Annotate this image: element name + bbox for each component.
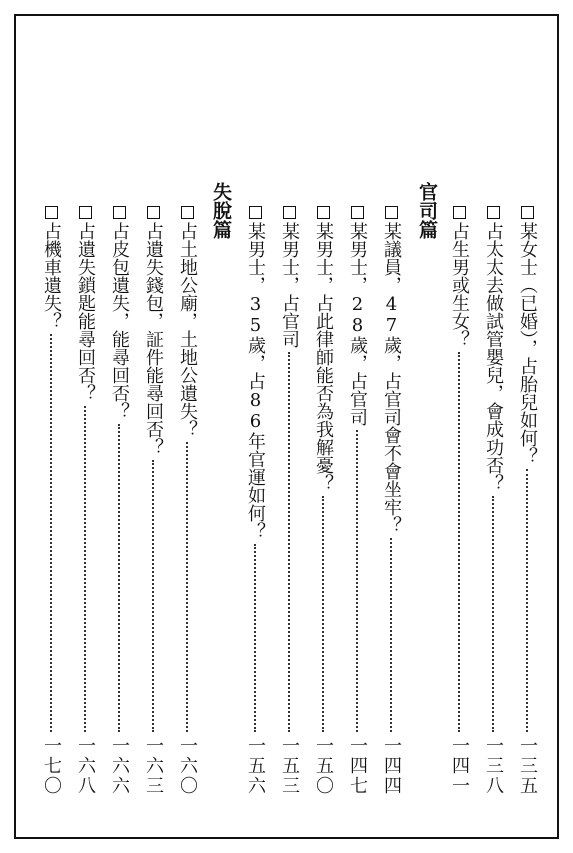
entry-page: 一四四 [381,736,402,796]
dot-leader [458,352,460,732]
section-heading-lawsuit: 官司篇 [416,182,438,239]
checkbox-icon [283,206,296,219]
entry-page: 一五〇 [313,736,334,796]
entry-title: 占皮包遺失，能尋回否？ [109,222,130,420]
toc-entry[interactable] [242,206,268,796]
checkbox-icon [147,206,160,219]
entry-title: 某男士，35歲，占86年官運如何？ [245,222,266,540]
toc-entry[interactable] [344,206,370,796]
dot-leader [526,469,528,732]
checkbox-icon [453,206,466,219]
toc-entry[interactable] [276,206,302,796]
checkbox-icon [487,206,500,219]
entry-page: 一七〇 [41,736,62,796]
section-heading-lost-items: 失脫篇 [210,182,232,239]
toc-entry[interactable] [514,206,540,796]
entry-title: 某男士，28歲，占官司 [347,222,368,426]
entry-title: 某男士，占此律師能否為我解憂？ [313,222,334,492]
dot-leader [186,442,188,732]
toc-entry[interactable] [140,206,166,796]
dot-leader [288,352,290,732]
entry-title: 某議員，47歲，占官司會不會坐牢？ [381,222,402,534]
dot-leader [118,424,120,732]
entry-title: 占太太去做試管嬰兒，會成功否？ [483,222,504,492]
dot-leader [84,406,86,732]
checkbox-icon [113,206,126,219]
checkbox-icon [385,206,398,219]
checkbox-icon [521,206,534,219]
entry-page: 一四七 [347,736,368,796]
entry-page: 一三五 [517,736,538,796]
entry-page: 一四一 [449,736,470,796]
entry-title: 某男士，占官司 [279,222,300,348]
checkbox-icon [351,206,364,219]
dot-leader [322,496,324,732]
entry-title: 占土地公廟，土地公遺失？ [177,222,198,438]
toc-entry[interactable] [38,206,64,796]
checkbox-icon [45,206,58,219]
checkbox-icon [249,206,262,219]
toc-entry[interactable] [480,206,506,796]
dot-leader [152,460,154,732]
entry-page: 一六六 [109,736,130,796]
toc-entry[interactable] [72,206,98,796]
entry-title: 占機車遺失？ [41,222,62,330]
entry-title: 占遺失錢包，証件能尋回否？ [143,222,164,456]
checkbox-icon [181,206,194,219]
entry-page: 一三八 [483,736,504,796]
entry-page: 一六八 [75,736,96,796]
dot-leader [254,544,256,732]
entry-page: 一五六 [245,736,266,796]
checkbox-icon [317,206,330,219]
entry-title: 占生男或生女？ [449,222,470,348]
toc-entry[interactable] [310,206,336,796]
entry-page: 一五三 [279,736,300,796]
toc-entry[interactable] [446,206,472,796]
dot-leader [50,334,52,732]
toc-entry[interactable] [378,206,404,796]
checkbox-icon [79,206,92,219]
dot-leader [356,430,358,732]
entry-page: 一六三 [143,736,164,796]
toc-entry[interactable] [174,206,200,796]
dot-leader [492,496,494,732]
entry-title: 占遺失鎖匙能尋回否？ [75,222,96,402]
toc-entry[interactable] [106,206,132,796]
dot-leader [390,538,392,732]
entry-title: 某女士（已婚），占胎兒如何？ [517,222,538,465]
entry-page: 一六〇 [177,736,198,796]
